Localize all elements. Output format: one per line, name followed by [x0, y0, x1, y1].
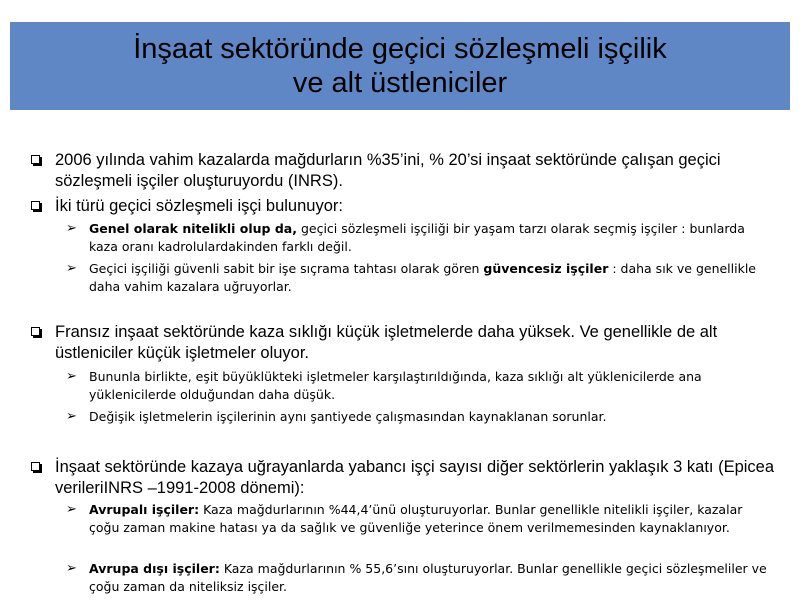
arrow-bullet-icon: ➢ [66, 261, 77, 276]
sub-bullet-rest: : daha sık ve genellikle daha vahim kazalara uğruyorlar. [89, 261, 757, 294]
square-bullet-icon [31, 462, 40, 471]
sub-bullet-text [89, 260, 769, 296]
sub-bullet-text [89, 220, 769, 256]
square-bullet-icon [31, 327, 40, 336]
bullet-text: İki türü geçici sözleşmeli işçi bulunuyor: [55, 197, 343, 215]
sub-bullet-bold: Avrupalı işçiler: [89, 502, 200, 517]
sub-bullet-text [89, 501, 769, 537]
square-bullet-icon [31, 155, 40, 164]
sub-bullet-pre: Geçici işçiliği güvenli sabit bir işe sıçrama tahtası olarak gören [89, 261, 484, 276]
sub-bullet-text [89, 560, 769, 596]
slide-title-line-1: İnşaat sektöründe geçici sözleşmeli işçilik [133, 33, 667, 65]
arrow-bullet-icon: ➢ [66, 369, 77, 384]
bullet-text: İnşaat sektöründe kazaya uğrayanlarda yabancı işçi sayısı diğer sektörlerin yaklaşık 3 katı (Epicea verileriINRS –1991-2008 dönemi): [55, 458, 775, 497]
arrow-bullet-icon: ➢ [66, 409, 77, 424]
arrow-bullet-icon: ➢ [66, 561, 77, 576]
sub-bullet-text: Değişik işletmelerin işçilerinin aynı şantiyede çalışmasından kaynaklanan sorunlar. [89, 409, 607, 424]
sub-bullet-bold: Genel olarak nitelikli olup da, [89, 221, 297, 236]
sub-bullet-text: Bununla birlikte, eşit büyüklükteki işletmeler karşılaştırıldığında, kaza sıklığı alt yüklenicilerde ana yüklenicilerde olduğundan daha düşük. [89, 369, 702, 402]
sub-bullet-rest: Kaza mağdurlarının %44,4’ünü oluşturuyorlar. Bunlar genellikle nitelikli işçiler, kazalar çoğu zaman makine hatası ya da sağlık ve güvenliğe yeterince önem verilmemesinden kaynaklanıyor. [89, 502, 743, 535]
sub-bullet-rest: geçici sözleşmeli işçiliği bir yaşam tarzı olarak seçmiş işçiler : bunlarda kaza oranı kadrolulardakinden farklı değil. [89, 221, 745, 254]
sub-bullet-bold: güvencesiz işçiler [483, 261, 609, 276]
sub-bullet-bold: Avrupa dışı işçiler: [89, 561, 220, 576]
slide-title-line-2: ve alt üstleniciler [292, 67, 508, 99]
arrow-bullet-icon: ➢ [66, 502, 77, 517]
sub-bullet-rest: Kaza mağdurlarının % 55,6’sını oluşturuyorlar. Bunlar genellikle geçici sözleşmeliler ve çoğu zaman da niteliksiz işçiler. [89, 561, 767, 594]
bullet-text: 2006 yılında vahim kazalarda mağdurların %35’ini, % 20’si inşaat sektöründe çalışan geçici sözleşmeli işçiler oluşturuyordu (INRS). [55, 151, 721, 190]
arrow-bullet-icon: ➢ [66, 221, 77, 236]
bullet-text: Fransız inşaat sektöründe kaza sıklığı küçük işletmelerde daha yüksek. Ve genellikle de alt üstleniciler küçük işletmeler oluyor. [55, 323, 718, 362]
square-bullet-icon [31, 201, 40, 210]
